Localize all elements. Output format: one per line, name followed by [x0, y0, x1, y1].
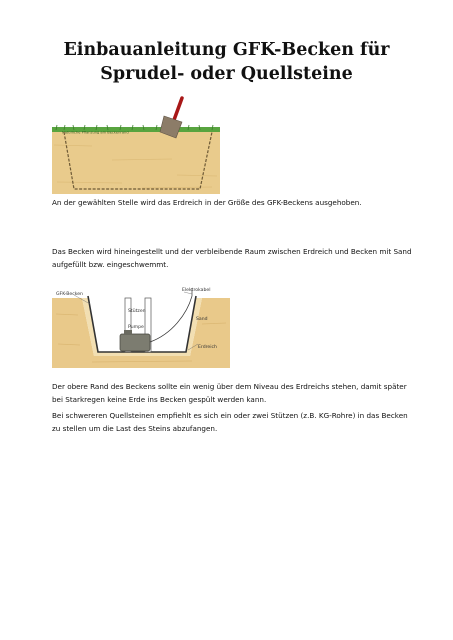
label-stuetzen: Stützen: [128, 309, 146, 314]
soil-area: [52, 130, 220, 194]
label-pumpe: Pumpe: [128, 325, 144, 330]
excavation-illustration: [52, 90, 220, 195]
paragraph-supports: Bei schwereren Quellsteinen empfiehlt es sich ein oder zwei Stützen (z.B. KG-Rohre) in das Becken zu stellen um die Last des Steins abzufangen.: [52, 411, 408, 433]
paragraph-basin-rim: Der obere Rand des Beckens sollte ein wenig über dem Niveau des Erdreichs stehen, damit später bei Starkregen keine Erde ins Becken gespült werden kann.: [52, 382, 407, 404]
label-gfk-becken: GFK-Becken: [56, 292, 83, 297]
label-erdreich: Erdreich: [198, 345, 217, 350]
basin-cross-section-diagram: [52, 284, 230, 368]
paragraph-placement: Das Becken wird hineingestellt und der verbleibende Raum zwischen Erdreich und Becken mit Sand aufgefüllt bzw. eingeschwemmt.: [52, 247, 412, 269]
paragraph-excavation: An der gewählten Stelle wird das Erdreich in der Größe des GFK-Beckens ausgehoben.: [52, 198, 362, 207]
label-sand: Sand: [196, 317, 208, 322]
title-line-2: Sprudel- oder Quellsteine: [100, 64, 353, 84]
title-line-1: Einbauanleitung GFK-Becken für: [63, 40, 390, 60]
label-elektrokabel: Elektrokabel: [182, 288, 211, 293]
grass-caption: Natürliche Pflanzung am Beckenrand: [62, 130, 129, 135]
document-title: [0, 38, 453, 86]
